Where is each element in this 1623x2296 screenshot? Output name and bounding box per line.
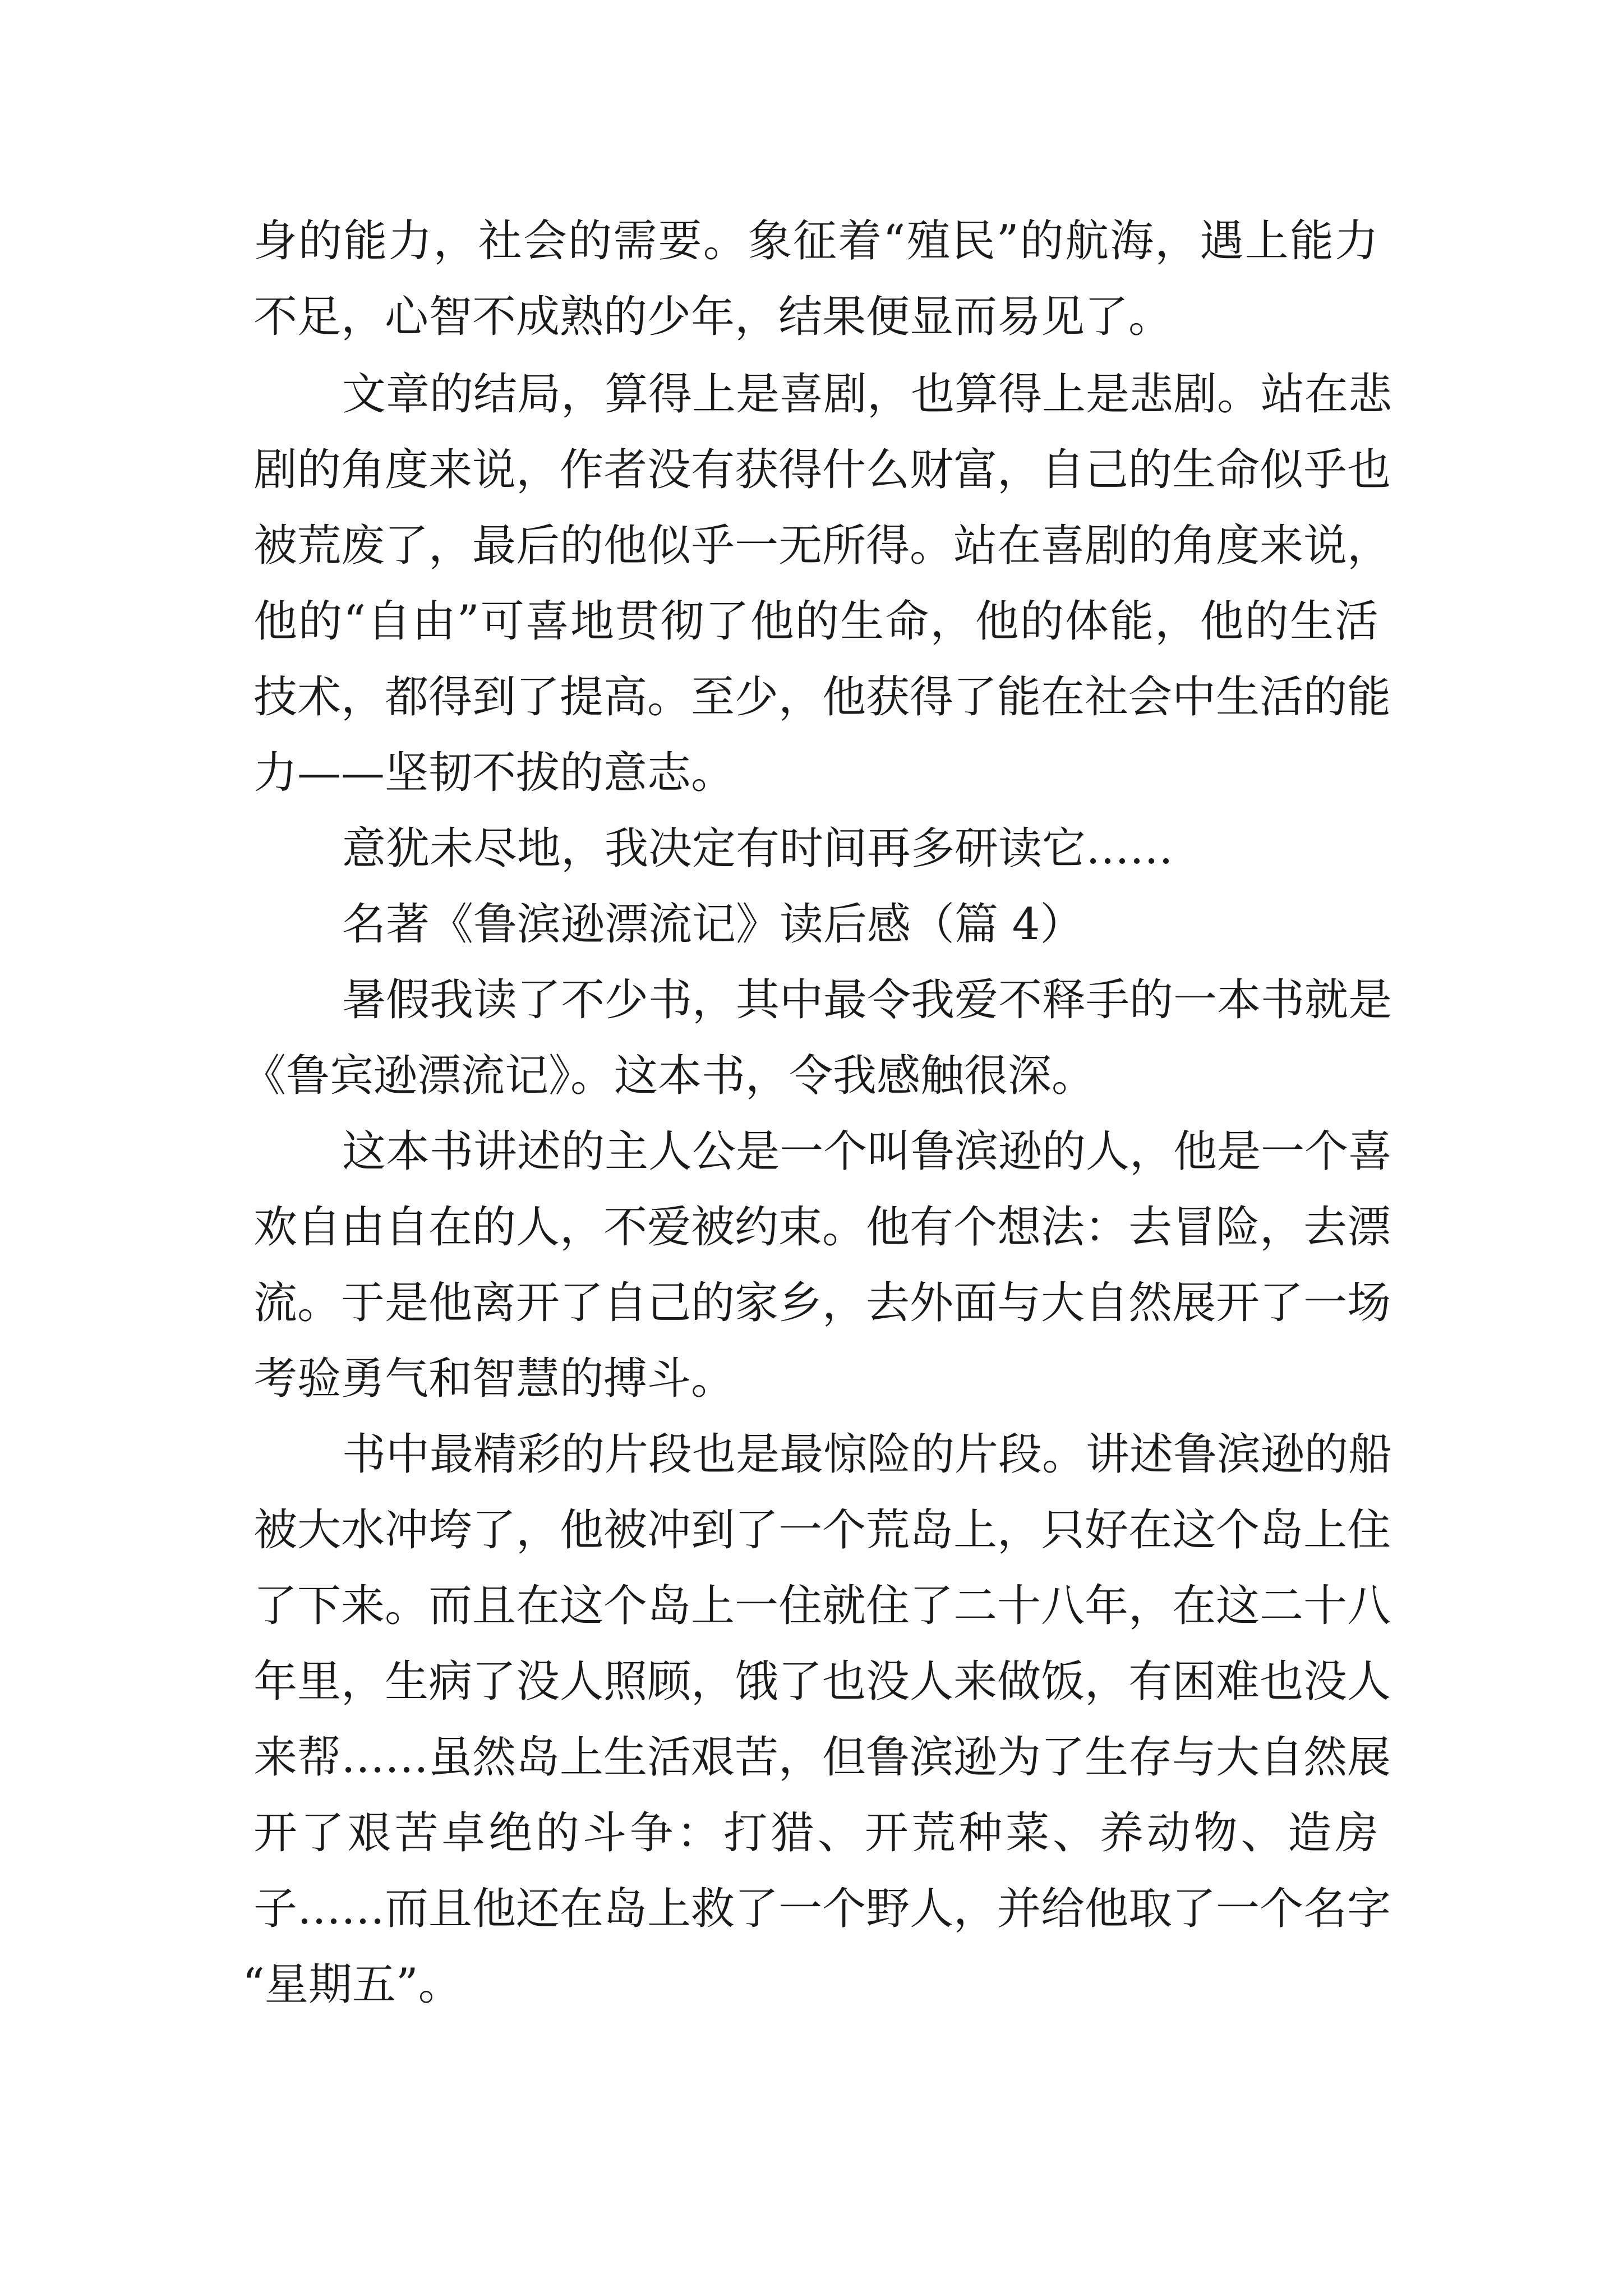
text-line: 他的“自由”可喜地贯彻了他的生命，他的体能，他的生活 [253, 596, 1378, 647]
paragraph-first-line: 文章的结局，算得上是喜剧，也算得上是悲剧。站在悲 [342, 369, 1393, 420]
text-line: 年里，生病了没人照顾，饿了也没人来做饭，有困难也没人 [253, 1657, 1391, 1707]
text-line: 《鲁宾逊漂流记》。这本书，令我感触很深。 [242, 1051, 1096, 1101]
text-line: 剧的角度来说，作者没有获得什么财富，自己的生命似乎也 [253, 445, 1391, 495]
text-line: 被大水冲垮了，他被冲到了一个荒岛上，只好在这个岛上住 [253, 1505, 1391, 1556]
text-line: 了下来。而且在这个岛上一住就住了二十八年，在这二十八 [253, 1581, 1391, 1631]
text-line: 欢自由自在的人，不爱被约束。他有个想法：去冒险，去漂 [253, 1202, 1391, 1253]
paragraph-first-line: 意犹未尽地，我决定有时间再多研读它…… [342, 823, 1174, 874]
text-line: 考验勇气和智慧的搏斗。 [253, 1354, 735, 1404]
text-line: 技术，都得到了提高。至少，他获得了能在社会中生活的能 [253, 672, 1391, 723]
text-line: 开了艰苦卓绝的斗争：打猎、开荒种菜、养动物、造房 [253, 1808, 1378, 1858]
text-line: 身的能力，社会的需要。象征着“殖民”的航海，遇上能力 [253, 216, 1378, 266]
paragraph-first-line: 暑假我读了不少书，其中最令我爱不释手的一本书就是 [342, 975, 1393, 1025]
paragraph-first-line: 书中最精彩的片段也是最惊险的片段。讲述鲁滨逊的船 [342, 1429, 1393, 1480]
section-heading: 名著《鲁滨逊漂流记》读后感（篇 4） [342, 899, 1084, 950]
text-line: 力——坚韧不拔的意志。 [253, 748, 735, 798]
text-line: 子……而且他还在岛上救了一个野人，并给他取了一个名字 [253, 1884, 1391, 1934]
text-line: 不足，心智不成熟的少年，结果便显而易见了。 [253, 292, 1173, 342]
text-line: “星期五”。 [242, 1959, 462, 2010]
text-line: 被荒废了，最后的他似乎一无所得。站在喜剧的角度来说， [253, 521, 1391, 571]
text-line: 流。于是他离开了自己的家乡，去外面与大自然展开了一场 [253, 1278, 1391, 1328]
text-line: 来帮……虽然岛上生活艰苦，但鲁滨逊为了生存与大自然展 [253, 1732, 1391, 1783]
paragraph-first-line: 这本书讲述的主人公是一个叫鲁滨逊的人，他是一个喜 [342, 1126, 1393, 1177]
